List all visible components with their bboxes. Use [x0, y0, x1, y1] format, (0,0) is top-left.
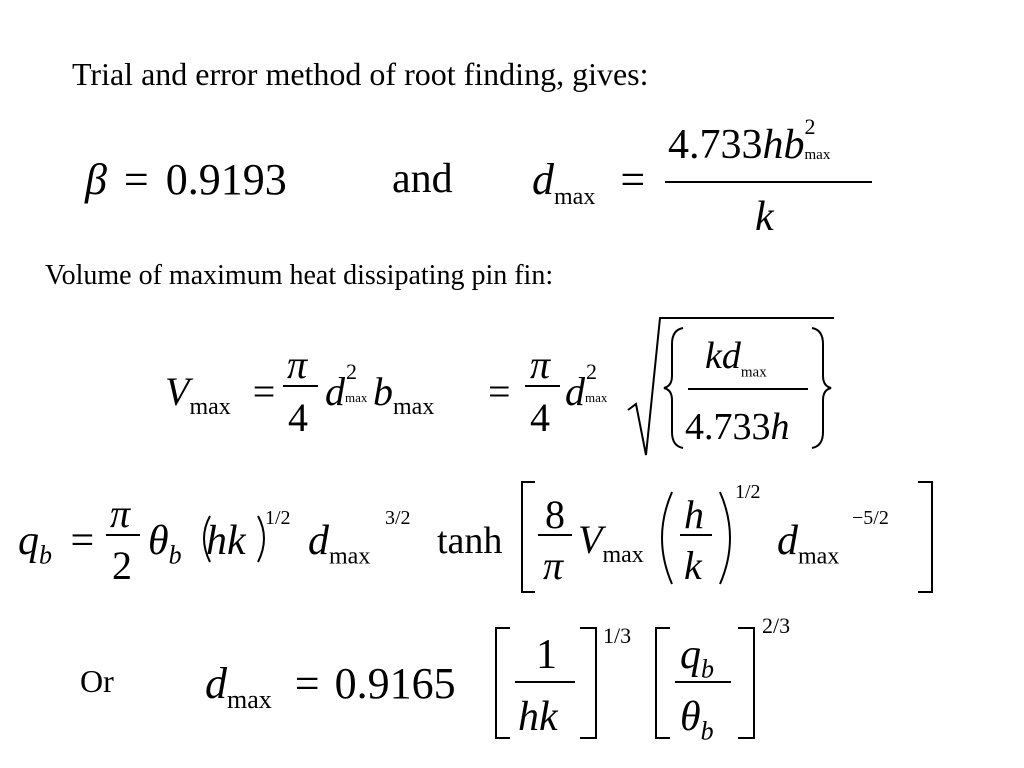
dmax-numerator: 4.733hb 2 max	[668, 114, 831, 168]
left-brace	[664, 328, 683, 448]
heading: Trial and error method of root finding, gives:	[72, 56, 649, 92]
and-text: and	[392, 156, 453, 202]
right-brace	[812, 328, 831, 448]
dmax-symbol: d	[532, 155, 554, 204]
or-label: Or	[80, 663, 114, 699]
beta-value: 0.9193	[165, 155, 287, 204]
paren-hk-right	[258, 516, 264, 562]
paren-hk-frac-left	[662, 492, 672, 584]
bracket-2-right	[738, 628, 754, 738]
bracket-2-left	[656, 628, 670, 738]
dmax-denominator: k	[755, 194, 774, 240]
paren-hk-frac-right	[720, 492, 730, 584]
bracket-tanh-left	[522, 482, 535, 592]
paren-hk-left	[204, 516, 210, 562]
bracket-tanh-right	[918, 482, 932, 592]
bracket-1-left	[496, 628, 510, 738]
bracket-1-right	[580, 628, 596, 738]
slide: Trial and error method of root finding, gives: β = 0.9193 and $d_{max}$ = 4.733hb 2 max k Volume of maximum heat dissipating pin fin: $V_{max}$ = π 4 d 2 max $b_{max}$ = π 4 d 2 max $kd_{max}$ 4.733h $q_b$ = π 2 $\theta_b$ hk 1/2 $d_{max}$ 3/2 tanh 8 π $V_{max}$ h k 1/2 $d_{max}$ −5/2 Or $d_{max} = 0.9165$ 1 hk 1/3 $q_b$ $\theta_b$ 2/3	[0, 0, 1024, 768]
volume-label: Volume of maximum heat dissipating pin fin:	[45, 260, 554, 291]
beta-symbol: β	[85, 155, 107, 204]
sqrt-radical	[628, 318, 834, 455]
